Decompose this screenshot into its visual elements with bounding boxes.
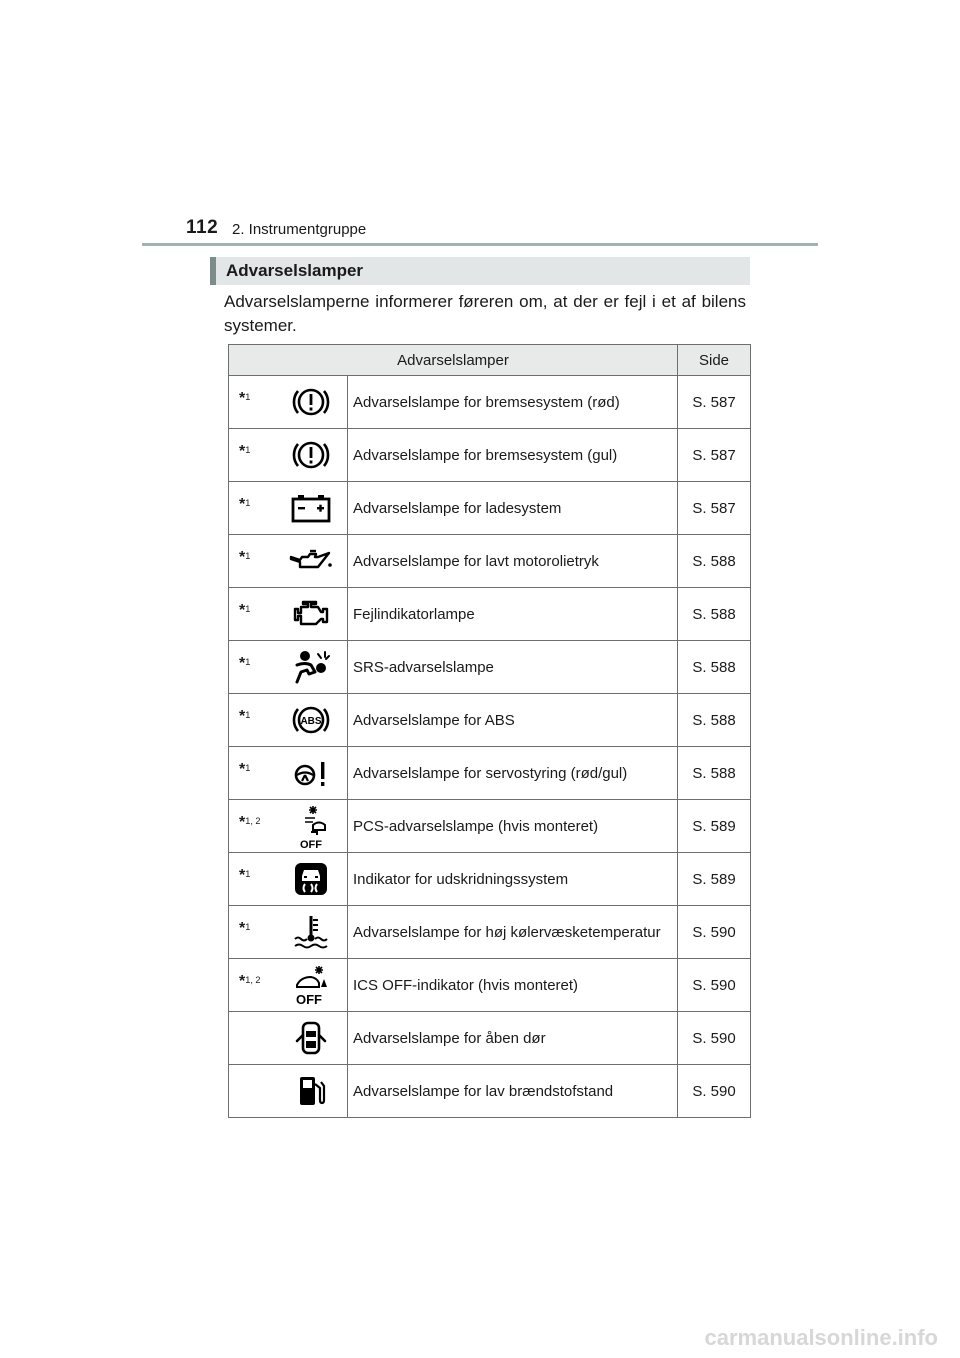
intro-paragraph: Advarselslamperne informerer føreren om, at der er fejl i et af bilens systemer.: [224, 292, 746, 335]
page-reference: S. 588: [678, 535, 751, 588]
page-reference: S. 590: [678, 959, 751, 1012]
page-reference: S. 590: [678, 906, 751, 959]
footnote-marker: *1: [239, 390, 251, 407]
page-reference: S. 587: [678, 482, 751, 535]
page-reference: S. 589: [678, 853, 751, 906]
footnote-marker: *1: [239, 761, 251, 778]
table-header-row: [229, 345, 751, 376]
footnote-marker: *1: [239, 602, 251, 619]
lamp-description: Advarselslampe for lavt motorolietryk: [348, 535, 678, 588]
oil-can-icon: [275, 535, 348, 588]
steering-wheel-warning-icon: [275, 747, 348, 800]
footnote-marker: *1: [239, 920, 251, 937]
fuel-icon: [275, 1065, 348, 1118]
chapter-title: 2. Instrumentgruppe: [232, 221, 367, 238]
footnote-cell: [229, 1065, 275, 1118]
footnote-cell: [229, 853, 275, 906]
table-row: [229, 429, 751, 482]
open-door-icon: [275, 1012, 348, 1065]
footnote-cell: [229, 429, 275, 482]
footnote-cell: [229, 535, 275, 588]
section-heading-accent: [210, 257, 216, 285]
abs-icon-text: ABS: [300, 716, 322, 727]
lamp-description: ICS OFF-indikator (hvis monteret): [348, 959, 678, 1012]
page-reference: S. 590: [678, 1065, 751, 1118]
pcs-off-text: OFF: [299, 839, 322, 850]
airbag-icon: [275, 641, 348, 694]
page-reference: S. 588: [678, 694, 751, 747]
battery-icon: [275, 482, 348, 535]
footnote-marker: *1, 2: [239, 814, 261, 831]
footnote-marker: *1: [239, 867, 251, 884]
table-row: [229, 747, 751, 800]
footnote-cell: [229, 694, 275, 747]
pcs-off-icon: [275, 800, 348, 853]
footnote-marker: *1: [239, 708, 251, 725]
lamp-description: Advarselslampe for høj kølervæsketemperatur: [348, 906, 678, 959]
lamp-description: Advarselslampe for lav brændstofstand: [348, 1065, 678, 1118]
ics-off-text: OFF: [295, 992, 322, 1007]
ics-off-icon: [275, 959, 348, 1012]
coolant-temp-icon: [275, 906, 348, 959]
page-reference: S. 589: [678, 800, 751, 853]
table-row: [229, 535, 751, 588]
table-row: [229, 959, 751, 1012]
table-row: [229, 641, 751, 694]
page-reference: S. 590: [678, 1012, 751, 1065]
footnote-marker: *1, 2: [239, 973, 261, 990]
footnote-marker: *1: [239, 549, 251, 566]
table-row: [229, 482, 751, 535]
table-row: [229, 906, 751, 959]
engine-icon: [275, 588, 348, 641]
section-heading-bar: [210, 257, 750, 285]
footnote-cell: [229, 1012, 275, 1065]
brake-system-icon: [275, 376, 348, 429]
page-number: 112: [186, 217, 219, 238]
column-header-page: Side: [678, 345, 751, 376]
footnote-marker: *1: [239, 655, 251, 672]
footnote-cell: [229, 747, 275, 800]
lamp-description: PCS-advarselslampe (hvis monteret): [348, 800, 678, 853]
table-row: [229, 588, 751, 641]
page-reference: S. 588: [678, 747, 751, 800]
lamp-description: Advarselslampe for ABS: [348, 694, 678, 747]
footnote-marker: *1: [239, 443, 251, 460]
column-header-lamps: Advarselslamper: [229, 345, 678, 376]
lamp-description: Advarselslampe for bremsesystem (rød): [348, 376, 678, 429]
page-reference: S. 587: [678, 429, 751, 482]
table-row: [229, 376, 751, 429]
watermark: carmanualsonline.info: [704, 1325, 938, 1350]
lamp-description: Advarselslampe for bremsesystem (gul): [348, 429, 678, 482]
page-reference: S. 588: [678, 641, 751, 694]
page-reference: S. 588: [678, 588, 751, 641]
table-row: [229, 853, 751, 906]
lamp-description: Fejlindikatorlampe: [348, 588, 678, 641]
abs-icon: [275, 694, 348, 747]
footnote-cell: [229, 376, 275, 429]
lamp-description: SRS-advarselslampe: [348, 641, 678, 694]
lamp-description: Advarselslampe for åben dør: [348, 1012, 678, 1065]
lamp-description: Indikator for udskridningssystem: [348, 853, 678, 906]
table-row: [229, 1012, 751, 1065]
footnote-cell: [229, 588, 275, 641]
lamp-description: Advarselslampe for servostyring (rød/gul): [348, 747, 678, 800]
footnote-cell: [229, 641, 275, 694]
lamp-description: Advarselslampe for ladesystem: [348, 482, 678, 535]
footnote-cell: [229, 800, 275, 853]
page-reference: S. 587: [678, 376, 751, 429]
footnote-cell: [229, 482, 275, 535]
header-divider: [142, 243, 818, 246]
table-row: [229, 1065, 751, 1118]
footnote-marker: *1: [239, 496, 251, 513]
skid-icon: [275, 853, 348, 906]
table-row: [229, 694, 751, 747]
warning-lights-table: [228, 344, 751, 1118]
section-title: Advarselslamper: [226, 261, 364, 280]
footnote-cell: [229, 959, 275, 1012]
brake-system-icon: [275, 429, 348, 482]
table-row: [229, 800, 751, 853]
footnote-cell: [229, 906, 275, 959]
